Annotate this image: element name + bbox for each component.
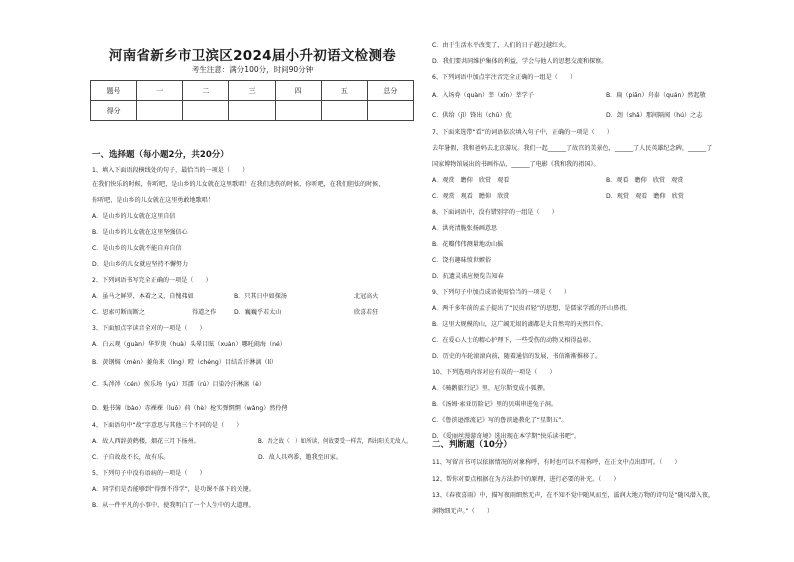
page-title: 河南省新乡市卫滨区2024届小升初语文检测卷 [108, 48, 397, 64]
q9-option-d: D．历史的车轮滚滚向前，随着通信的发展，书信渐渐推移了。 [432, 353, 602, 360]
q2-option-c: C．思索可断而断之 [92, 309, 146, 316]
q7-option-a: A．观赏 瞻仰 欣赏 观看 [432, 177, 510, 184]
q10-option-c: C．《鲁滨逊漂流记》写的鲁滨逊教化了“星期五”。 [432, 417, 568, 424]
q5-option-d: D．我们要共同维护集体的利益，学会与他人的思想交流和探察。 [432, 58, 608, 65]
score-table-header-cell: 题号 [91, 81, 137, 101]
q4-option-d: D．故人具鸡黍，邀我至田家。 [258, 454, 342, 461]
score-table-header-cell: 三 [229, 81, 275, 101]
q8-option-d: D．抗遗灵诺应便览告知春 [432, 273, 504, 280]
q6-option-b: B．扁（piān）舟泰（quán）然起敬 [606, 92, 706, 99]
q3-option-a: A．白云观（guàn）华罗庚（huà）头晕目眩（xuàn）哪吒闹海（né） [92, 341, 286, 348]
q1-option-a: A．是山乡的儿女就在这里自信 [92, 213, 176, 220]
score-table-header-cell: 总分 [367, 81, 413, 101]
q3-option-d: D．魁书簿（bào）赤裸裸（luǒ）荷（hè）枪实弹惘惘（wǎng）然伶俜 [92, 405, 288, 412]
q9-option-b: B．这里大规模的山，这广阔无垠的湖都是大自然弯的天然巨作。 [432, 321, 607, 328]
q6-option-c: C．供给（jǐ）锋出（chū）优 [432, 112, 512, 119]
q2-option-b: B．只其日中如探汤 [234, 293, 287, 300]
q7-option-b: B．观看 瞻仰 欣赏 观赏 [606, 177, 684, 184]
q12-text: 12、帮你对要点根据在为方法指中的原理，进行必要的补充。（ ） [432, 476, 620, 483]
q13-text: 润物细无声。”（ ） [432, 508, 494, 515]
q7-text: 去年暑假，我和爸妈去北京游玩。我们一起______了故宫的美景色，______了人民英雄纪念碑，______了 [432, 145, 713, 152]
score-table-header-cell: 五 [321, 81, 367, 101]
score-row-label: 得分 [91, 101, 137, 121]
score-table-score-row [91, 101, 414, 121]
q3-option-c: C．头涔涔（cén）俟乐场（yú）耳濡（rú）目染冷汗淋漓（è） [92, 381, 265, 388]
q11-text: 11、写留言书可以依据情况的对象称呼，有时也可以不用称呼，在正文中点出即可。（ ） [432, 459, 681, 466]
score-cell[interactable] [137, 101, 183, 121]
q1-option-b: B．是山乡的儿女就在这里坚强信心 [92, 229, 188, 236]
score-table-header-cell: 四 [275, 81, 321, 101]
q3-stem: 3、下面加点字读音全对的一项是（ ） [92, 325, 206, 332]
q8-stem: 8、下面词语中，没有错别字的一组是（ ） [432, 209, 558, 216]
q1-option-d: D．是山乡的儿女就应坚持不懈努力 [92, 261, 189, 268]
q7-option-c: C．观赏 观看 瞻仰 欣赏 [432, 193, 510, 200]
q10-option-a: A．《骑鹅旅行记》里，尼尔斯变成小狐狸。 [432, 385, 549, 392]
score-cell[interactable] [183, 101, 229, 121]
q5-option-a: A．同学们是否能够到“得弹不得学”，是功课不落下的关键。 [92, 486, 255, 493]
q9-stem: 9、下列句子中加点成语使用恰当的一项是（ ） [432, 289, 570, 296]
q1-option-c: C．是山乡的儿女就不能自弃自信 [92, 245, 182, 252]
score-cell[interactable] [321, 101, 367, 121]
exam-notice: 考生注意：满分100分，时间90分钟 [191, 65, 314, 74]
q7-option-d: D．观赏 观看 瞻仰 欣赏 [606, 193, 684, 200]
q10-option-b: B．《汤姆·索亚历险记》里的贝琪串进兔子洞。 [432, 401, 557, 408]
q5-option-c: C．由于生活水平改变了，人们的日子越过越红火。 [432, 42, 571, 49]
q5-option-b: B．从一件平凡的小事中，使我明白了一个人生中的大道理。 [92, 502, 255, 509]
q8-option-c: C．饶有趣味愤世嫉俗 [432, 257, 492, 264]
q2-option-d: D．巍巍乎若太山 [234, 309, 282, 316]
q4-option-a: A．故人西辞黄鹤楼，烟花三月下扬州。 [92, 438, 200, 445]
q8-option-b: B．花瓣伟伟测量地动山摇 [432, 241, 504, 248]
q10-option-d: D．《爱丽丝漫游奇境》选出现在本学期“快乐读书吧”。 [432, 433, 581, 440]
q2-option-b-word: 北冠高火 [354, 293, 379, 300]
q6-stem: 6、下列词语中加点字注音完全正确的一组是（ ） [432, 74, 577, 81]
score-table-header-cell: 二 [183, 81, 229, 101]
section-heading-judge: 二、判断题（10分） [432, 440, 512, 450]
q13-text: 13、《春夜喜雨》中，描写夜雨细然无声，在不知不觉中随风而至，滋润大地万物的诗句是“随风潜入夜， [432, 492, 715, 499]
q4-stem: 4、下面语句中“故”字意思与其他三个不同的是（ ） [92, 422, 243, 429]
q2-option-a: A．虽马之鲜罗，本着之义，自愧弗如 [92, 293, 194, 300]
q2-option-c-word: 得道之作 [192, 309, 217, 316]
score-table [90, 80, 414, 121]
q2-option-d-word: 欣喜若狂 [354, 309, 379, 316]
q2-stem: 2、下列词语书写完全正确的一项是（ ） [92, 277, 212, 284]
q1-stem: 1、填入下面语段横线处的句子，最恰当的一项是（ ） [92, 167, 249, 174]
q10-stem: 10、下列选项内容对应有误的一项是（ ） [432, 369, 556, 376]
q4-option-b: B．吾之故（ ）如所读，何故要受一样苦，西出阳关无故人。 [258, 438, 412, 445]
q1-text: 在我们快乐的时候，你听吧，是山乡的儿女就在这里歌唱！在我们悲伤的时候，你听吧，在我们胆怯的时候， [92, 181, 385, 188]
q3-option-b: B．黄钢焖（mèn）萎角来（líng）瞪（chéng）目结舌汗淋漓（lí） [92, 359, 277, 366]
q6-option-a: A．入场券（quàn）莘（xīn）莘学子 [432, 92, 534, 99]
q5-stem: 5、下列句子中没有语病的一项是（ ） [92, 470, 206, 477]
q8-option-a: A．洪亮清脆张扬画意思 [432, 225, 498, 232]
q9-option-a: A．两千多年前的孟子提出了“民贵君轻”的思想，是儒家学派的开山鼻祖。 [432, 305, 632, 312]
q7-text: 国家博物馆展出的书画作品，______了电影《我和我的祖国》。 [432, 161, 600, 168]
q9-option-c: C．在爱心人士的精心护理下，一些受伤的动物又相得益彰。 [432, 337, 595, 344]
q4-option-c: C．子自故故不长，故有乐。 [92, 454, 170, 461]
score-cell[interactable] [367, 101, 413, 121]
section-heading-choice: 一、选择题（每小题2分，共20分） [92, 150, 229, 160]
q7-stem: 7、下面来选带“看”的词语依次填入句子中，正确的一项是（ ） [432, 129, 613, 136]
score-cell[interactable] [229, 101, 275, 121]
score-table-header-row [91, 81, 414, 101]
score-table-header-cell: 一 [137, 81, 183, 101]
score-cell[interactable] [275, 101, 321, 121]
q6-option-d: D．刽（shǎ）那间隔阂（hú）之志 [606, 112, 703, 119]
q1-text: 你听吧，是山乡的儿女就在这里勇敢地歌唱！ [92, 197, 214, 204]
